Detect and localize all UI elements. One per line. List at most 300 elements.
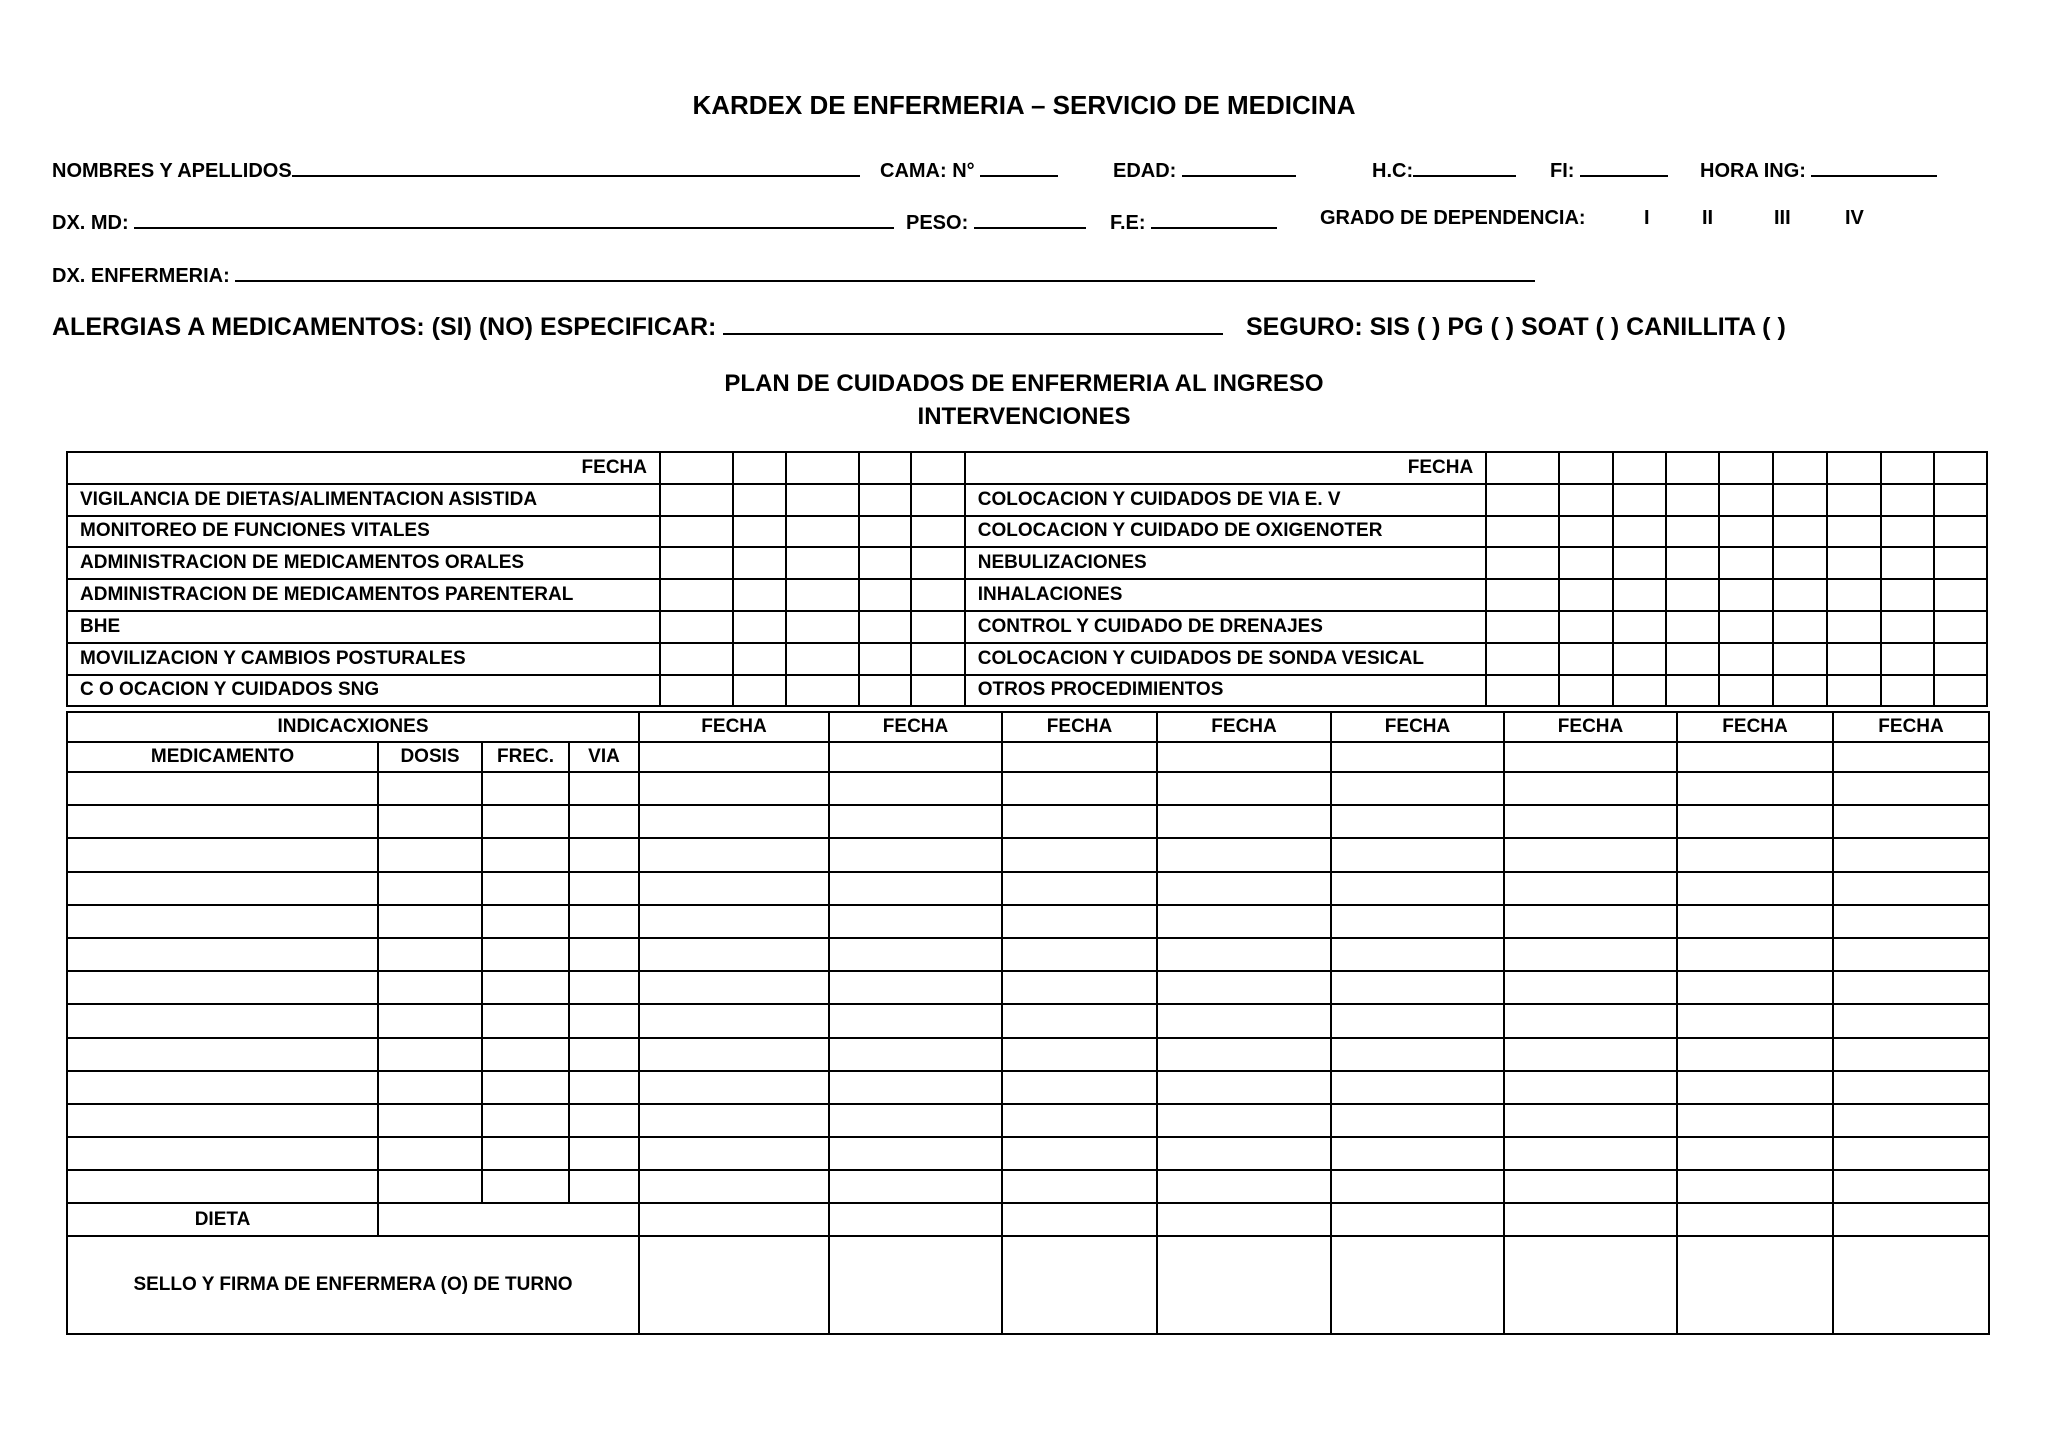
schedule-cell[interactable] xyxy=(1677,1104,1833,1137)
fecha-cell[interactable] xyxy=(1881,452,1934,484)
date-cell[interactable] xyxy=(1157,742,1331,772)
schedule-cell[interactable] xyxy=(1331,872,1504,905)
medication-cell[interactable] xyxy=(67,1170,378,1203)
fecha-cell[interactable] xyxy=(911,452,965,484)
check-cell[interactable] xyxy=(660,516,733,548)
check-cell[interactable] xyxy=(1881,643,1934,675)
schedule-cell[interactable] xyxy=(1002,838,1157,871)
dose-cell[interactable] xyxy=(378,838,482,871)
route-cell[interactable] xyxy=(569,805,639,838)
check-cell[interactable] xyxy=(911,579,965,611)
check-cell[interactable] xyxy=(1773,675,1827,707)
schedule-cell[interactable] xyxy=(1504,971,1677,1004)
check-cell[interactable] xyxy=(733,643,787,675)
schedule-cell[interactable] xyxy=(1002,1071,1157,1104)
check-cell[interactable] xyxy=(859,516,911,548)
schedule-cell[interactable] xyxy=(1002,1137,1157,1170)
frequency-cell[interactable] xyxy=(482,905,569,938)
check-cell[interactable] xyxy=(1613,675,1666,707)
diet-schedule-cell[interactable] xyxy=(639,1203,829,1236)
schedule-cell[interactable] xyxy=(1833,938,1989,971)
check-cell[interactable] xyxy=(1827,516,1881,548)
check-cell[interactable] xyxy=(1934,643,1987,675)
medication-cell[interactable] xyxy=(67,1038,378,1071)
signature-cell[interactable] xyxy=(1331,1236,1504,1334)
check-cell[interactable] xyxy=(1719,643,1773,675)
schedule-cell[interactable] xyxy=(829,1038,1002,1071)
check-cell[interactable] xyxy=(1773,484,1827,516)
check-cell[interactable] xyxy=(1613,611,1666,643)
schedule-cell[interactable] xyxy=(1331,1170,1504,1203)
frequency-cell[interactable] xyxy=(482,805,569,838)
schedule-cell[interactable] xyxy=(1331,1137,1504,1170)
check-cell[interactable] xyxy=(1486,675,1559,707)
check-cell[interactable] xyxy=(733,547,787,579)
schedule-cell[interactable] xyxy=(1833,805,1989,838)
check-cell[interactable] xyxy=(859,547,911,579)
medication-cell[interactable] xyxy=(67,1004,378,1037)
check-cell[interactable] xyxy=(786,484,859,516)
check-cell[interactable] xyxy=(1666,516,1720,548)
check-cell[interactable] xyxy=(1934,516,1987,548)
check-cell[interactable] xyxy=(1486,516,1559,548)
bed-number-field[interactable] xyxy=(880,155,1058,183)
schedule-cell[interactable] xyxy=(829,1104,1002,1137)
check-cell[interactable] xyxy=(660,484,733,516)
schedule-cell[interactable] xyxy=(1157,838,1331,871)
check-cell[interactable] xyxy=(1773,611,1827,643)
date-cell[interactable] xyxy=(1833,742,1989,772)
schedule-cell[interactable] xyxy=(1504,1170,1677,1203)
signature-cell[interactable] xyxy=(829,1236,1002,1334)
schedule-cell[interactable] xyxy=(1002,1038,1157,1071)
route-cell[interactable] xyxy=(569,1170,639,1203)
check-cell[interactable] xyxy=(1881,547,1934,579)
schedule-cell[interactable] xyxy=(1504,905,1677,938)
check-cell[interactable] xyxy=(859,643,911,675)
check-cell[interactable] xyxy=(1613,484,1666,516)
signature-cell[interactable] xyxy=(1833,1236,1989,1334)
schedule-cell[interactable] xyxy=(829,938,1002,971)
schedule-cell[interactable] xyxy=(1833,1104,1989,1137)
schedule-cell[interactable] xyxy=(1504,838,1677,871)
frequency-cell[interactable] xyxy=(482,838,569,871)
dependency-level-3[interactable]: III xyxy=(1774,207,1791,229)
schedule-cell[interactable] xyxy=(639,1071,829,1104)
check-cell[interactable] xyxy=(1666,675,1720,707)
schedule-cell[interactable] xyxy=(1002,938,1157,971)
schedule-cell[interactable] xyxy=(1331,971,1504,1004)
schedule-cell[interactable] xyxy=(1504,872,1677,905)
dose-cell[interactable] xyxy=(378,1071,482,1104)
schedule-cell[interactable] xyxy=(829,971,1002,1004)
schedule-cell[interactable] xyxy=(639,772,829,805)
check-cell[interactable] xyxy=(1934,484,1987,516)
check-cell[interactable] xyxy=(1559,516,1613,548)
check-cell[interactable] xyxy=(1719,611,1773,643)
dose-cell[interactable] xyxy=(378,938,482,971)
schedule-cell[interactable] xyxy=(639,938,829,971)
check-cell[interactable] xyxy=(1613,579,1666,611)
check-cell[interactable] xyxy=(1773,579,1827,611)
check-cell[interactable] xyxy=(660,675,733,707)
schedule-cell[interactable] xyxy=(1504,1104,1677,1137)
schedule-cell[interactable] xyxy=(1157,872,1331,905)
check-cell[interactable] xyxy=(786,579,859,611)
check-cell[interactable] xyxy=(1666,484,1720,516)
schedule-cell[interactable] xyxy=(1677,1004,1833,1037)
frequency-cell[interactable] xyxy=(482,971,569,1004)
fecha-cell[interactable] xyxy=(660,452,733,484)
schedule-cell[interactable] xyxy=(639,1004,829,1037)
check-cell[interactable] xyxy=(733,579,787,611)
schedule-cell[interactable] xyxy=(1833,971,1989,1004)
schedule-cell[interactable] xyxy=(639,1170,829,1203)
check-cell[interactable] xyxy=(1934,547,1987,579)
medication-cell[interactable] xyxy=(67,1137,378,1170)
dose-cell[interactable] xyxy=(378,872,482,905)
check-cell[interactable] xyxy=(786,643,859,675)
schedule-cell[interactable] xyxy=(639,905,829,938)
schedule-cell[interactable] xyxy=(829,772,1002,805)
diet-schedule-cell[interactable] xyxy=(1157,1203,1331,1236)
check-cell[interactable] xyxy=(1486,484,1559,516)
frequency-cell[interactable] xyxy=(482,772,569,805)
schedule-cell[interactable] xyxy=(1331,805,1504,838)
check-cell[interactable] xyxy=(1666,611,1720,643)
schedule-cell[interactable] xyxy=(1677,872,1833,905)
schedule-cell[interactable] xyxy=(829,905,1002,938)
signature-cell[interactable] xyxy=(1157,1236,1331,1334)
check-cell[interactable] xyxy=(660,611,733,643)
check-cell[interactable] xyxy=(1666,579,1720,611)
check-cell[interactable] xyxy=(911,547,965,579)
fecha-cell[interactable] xyxy=(1773,452,1827,484)
check-cell[interactable] xyxy=(1559,579,1613,611)
dose-cell[interactable] xyxy=(378,1004,482,1037)
schedule-cell[interactable] xyxy=(1677,1170,1833,1203)
schedule-cell[interactable] xyxy=(639,1104,829,1137)
check-cell[interactable] xyxy=(1719,579,1773,611)
medication-cell[interactable] xyxy=(67,872,378,905)
check-cell[interactable] xyxy=(859,484,911,516)
frequency-cell[interactable] xyxy=(482,1170,569,1203)
route-cell[interactable] xyxy=(569,1137,639,1170)
fi-field[interactable] xyxy=(1550,155,1668,183)
check-cell[interactable] xyxy=(1827,484,1881,516)
schedule-cell[interactable] xyxy=(639,805,829,838)
schedule-cell[interactable] xyxy=(639,1137,829,1170)
schedule-cell[interactable] xyxy=(1331,838,1504,871)
dependency-level-1[interactable]: I xyxy=(1644,207,1650,229)
check-cell[interactable] xyxy=(1719,675,1773,707)
check-cell[interactable] xyxy=(1486,579,1559,611)
check-cell[interactable] xyxy=(911,643,965,675)
fecha-cell[interactable] xyxy=(1827,452,1881,484)
schedule-cell[interactable] xyxy=(1002,805,1157,838)
check-cell[interactable] xyxy=(1934,579,1987,611)
schedule-cell[interactable] xyxy=(829,805,1002,838)
check-cell[interactable] xyxy=(733,516,787,548)
schedule-cell[interactable] xyxy=(1504,1038,1677,1071)
route-cell[interactable] xyxy=(569,1104,639,1137)
check-cell[interactable] xyxy=(859,611,911,643)
fe-field[interactable] xyxy=(1110,207,1277,235)
check-cell[interactable] xyxy=(1719,547,1773,579)
dose-cell[interactable] xyxy=(378,1170,482,1203)
schedule-cell[interactable] xyxy=(1002,971,1157,1004)
fecha-cell[interactable] xyxy=(1719,452,1773,484)
schedule-cell[interactable] xyxy=(1331,1071,1504,1104)
frequency-cell[interactable] xyxy=(482,1004,569,1037)
check-cell[interactable] xyxy=(1666,643,1720,675)
medication-cell[interactable] xyxy=(67,938,378,971)
schedule-cell[interactable] xyxy=(1331,772,1504,805)
schedule-cell[interactable] xyxy=(1677,1038,1833,1071)
check-cell[interactable] xyxy=(1827,547,1881,579)
check-cell[interactable] xyxy=(1486,643,1559,675)
fecha-cell[interactable] xyxy=(1613,452,1666,484)
route-cell[interactable] xyxy=(569,1004,639,1037)
schedule-cell[interactable] xyxy=(1677,838,1833,871)
check-cell[interactable] xyxy=(859,579,911,611)
date-cell[interactable] xyxy=(639,742,829,772)
hc-field[interactable] xyxy=(1372,155,1516,183)
schedule-cell[interactable] xyxy=(1157,1137,1331,1170)
medication-cell[interactable] xyxy=(67,905,378,938)
schedule-cell[interactable] xyxy=(1157,971,1331,1004)
check-cell[interactable] xyxy=(733,611,787,643)
schedule-cell[interactable] xyxy=(829,1137,1002,1170)
schedule-cell[interactable] xyxy=(1677,971,1833,1004)
schedule-cell[interactable] xyxy=(1677,1071,1833,1104)
check-cell[interactable] xyxy=(1773,547,1827,579)
schedule-cell[interactable] xyxy=(1157,1104,1331,1137)
route-cell[interactable] xyxy=(569,971,639,1004)
check-cell[interactable] xyxy=(911,516,965,548)
route-cell[interactable] xyxy=(569,1071,639,1104)
schedule-cell[interactable] xyxy=(829,1170,1002,1203)
check-cell[interactable] xyxy=(786,516,859,548)
schedule-cell[interactable] xyxy=(1833,1038,1989,1071)
check-cell[interactable] xyxy=(1934,675,1987,707)
check-cell[interactable] xyxy=(1719,484,1773,516)
check-cell[interactable] xyxy=(1881,611,1934,643)
schedule-cell[interactable] xyxy=(1504,805,1677,838)
route-cell[interactable] xyxy=(569,1038,639,1071)
diet-schedule-cell[interactable] xyxy=(1002,1203,1157,1236)
diet-schedule-cell[interactable] xyxy=(1504,1203,1677,1236)
schedule-cell[interactable] xyxy=(1677,1137,1833,1170)
schedule-cell[interactable] xyxy=(1157,1038,1331,1071)
schedule-cell[interactable] xyxy=(639,1038,829,1071)
check-cell[interactable] xyxy=(1773,516,1827,548)
schedule-cell[interactable] xyxy=(1833,1004,1989,1037)
dose-cell[interactable] xyxy=(378,805,482,838)
schedule-cell[interactable] xyxy=(1504,772,1677,805)
schedule-cell[interactable] xyxy=(1833,1071,1989,1104)
fecha-cell[interactable] xyxy=(733,452,787,484)
route-cell[interactable] xyxy=(569,872,639,905)
dose-cell[interactable] xyxy=(378,1038,482,1071)
schedule-cell[interactable] xyxy=(1002,1004,1157,1037)
check-cell[interactable] xyxy=(733,484,787,516)
check-cell[interactable] xyxy=(1559,675,1613,707)
schedule-cell[interactable] xyxy=(1833,772,1989,805)
check-cell[interactable] xyxy=(660,547,733,579)
schedule-cell[interactable] xyxy=(1331,938,1504,971)
schedule-cell[interactable] xyxy=(1833,1137,1989,1170)
check-cell[interactable] xyxy=(786,675,859,707)
check-cell[interactable] xyxy=(1881,579,1934,611)
signature-cell[interactable] xyxy=(1677,1236,1833,1334)
check-cell[interactable] xyxy=(911,611,965,643)
route-cell[interactable] xyxy=(569,838,639,871)
check-cell[interactable] xyxy=(1827,579,1881,611)
check-cell[interactable] xyxy=(1827,675,1881,707)
fecha-cell[interactable] xyxy=(786,452,859,484)
schedule-cell[interactable] xyxy=(1002,905,1157,938)
schedule-cell[interactable] xyxy=(1833,905,1989,938)
check-cell[interactable] xyxy=(1827,643,1881,675)
schedule-cell[interactable] xyxy=(1157,1004,1331,1037)
frequency-cell[interactable] xyxy=(482,872,569,905)
schedule-cell[interactable] xyxy=(1833,872,1989,905)
fecha-cell[interactable] xyxy=(1486,452,1559,484)
schedule-cell[interactable] xyxy=(1157,1170,1331,1203)
check-cell[interactable] xyxy=(1719,516,1773,548)
check-cell[interactable] xyxy=(1773,643,1827,675)
admission-time-field[interactable] xyxy=(1700,155,1937,183)
diet-schedule-cell[interactable] xyxy=(1677,1203,1833,1236)
schedule-cell[interactable] xyxy=(1677,938,1833,971)
schedule-cell[interactable] xyxy=(1504,938,1677,971)
check-cell[interactable] xyxy=(1559,611,1613,643)
check-cell[interactable] xyxy=(1934,611,1987,643)
schedule-cell[interactable] xyxy=(1677,772,1833,805)
check-cell[interactable] xyxy=(1613,643,1666,675)
diet-cell[interactable] xyxy=(378,1203,639,1236)
schedule-cell[interactable] xyxy=(1833,1170,1989,1203)
schedule-cell[interactable] xyxy=(1002,872,1157,905)
medication-cell[interactable] xyxy=(67,971,378,1004)
dose-cell[interactable] xyxy=(378,1137,482,1170)
schedule-cell[interactable] xyxy=(639,838,829,871)
schedule-cell[interactable] xyxy=(1157,905,1331,938)
check-cell[interactable] xyxy=(660,579,733,611)
dose-cell[interactable] xyxy=(378,905,482,938)
dependency-level-2[interactable]: II xyxy=(1702,207,1714,229)
schedule-cell[interactable] xyxy=(829,1004,1002,1037)
check-cell[interactable] xyxy=(1666,547,1720,579)
dose-cell[interactable] xyxy=(378,1104,482,1137)
dx-nursing-field[interactable] xyxy=(52,260,1535,288)
dose-cell[interactable] xyxy=(378,772,482,805)
schedule-cell[interactable] xyxy=(1504,1071,1677,1104)
frequency-cell[interactable] xyxy=(482,938,569,971)
schedule-cell[interactable] xyxy=(829,872,1002,905)
check-cell[interactable] xyxy=(1827,611,1881,643)
schedule-cell[interactable] xyxy=(1504,1137,1677,1170)
check-cell[interactable] xyxy=(786,611,859,643)
check-cell[interactable] xyxy=(911,484,965,516)
fecha-cell[interactable] xyxy=(859,452,911,484)
fecha-cell[interactable] xyxy=(1559,452,1613,484)
diet-schedule-cell[interactable] xyxy=(1833,1203,1989,1236)
check-cell[interactable] xyxy=(1881,516,1934,548)
dependency-level-4[interactable]: IV xyxy=(1845,207,1864,229)
check-cell[interactable] xyxy=(1486,547,1559,579)
schedule-cell[interactable] xyxy=(1157,772,1331,805)
signature-cell[interactable] xyxy=(639,1236,829,1334)
check-cell[interactable] xyxy=(1486,611,1559,643)
schedule-cell[interactable] xyxy=(1331,1038,1504,1071)
fecha-cell[interactable] xyxy=(1666,452,1720,484)
signature-cell[interactable] xyxy=(1002,1236,1157,1334)
check-cell[interactable] xyxy=(1559,643,1613,675)
schedule-cell[interactable] xyxy=(1157,1071,1331,1104)
check-cell[interactable] xyxy=(1881,675,1934,707)
date-cell[interactable] xyxy=(1002,742,1157,772)
medication-cell[interactable] xyxy=(67,805,378,838)
signature-cell[interactable] xyxy=(1504,1236,1677,1334)
frequency-cell[interactable] xyxy=(482,1038,569,1071)
medication-cell[interactable] xyxy=(67,1104,378,1137)
date-cell[interactable] xyxy=(829,742,1002,772)
schedule-cell[interactable] xyxy=(1002,1104,1157,1137)
age-field[interactable] xyxy=(1113,155,1296,183)
patient-name-field[interactable] xyxy=(52,155,860,183)
date-cell[interactable] xyxy=(1331,742,1504,772)
route-cell[interactable] xyxy=(569,772,639,805)
date-cell[interactable] xyxy=(1504,742,1677,772)
weight-field[interactable] xyxy=(906,207,1086,235)
schedule-cell[interactable] xyxy=(1331,905,1504,938)
schedule-cell[interactable] xyxy=(1157,805,1331,838)
medication-cell[interactable] xyxy=(67,838,378,871)
diet-schedule-cell[interactable] xyxy=(829,1203,1002,1236)
schedule-cell[interactable] xyxy=(829,1071,1002,1104)
frequency-cell[interactable] xyxy=(482,1137,569,1170)
check-cell[interactable] xyxy=(1559,484,1613,516)
allergies-field[interactable] xyxy=(52,313,1223,342)
schedule-cell[interactable] xyxy=(829,838,1002,871)
schedule-cell[interactable] xyxy=(1157,938,1331,971)
frequency-cell[interactable] xyxy=(482,1104,569,1137)
check-cell[interactable] xyxy=(733,675,787,707)
dose-cell[interactable] xyxy=(378,971,482,1004)
check-cell[interactable] xyxy=(1613,516,1666,548)
schedule-cell[interactable] xyxy=(1833,838,1989,871)
schedule-cell[interactable] xyxy=(1002,772,1157,805)
check-cell[interactable] xyxy=(1881,484,1934,516)
check-cell[interactable] xyxy=(1613,547,1666,579)
schedule-cell[interactable] xyxy=(1002,1170,1157,1203)
schedule-cell[interactable] xyxy=(1677,905,1833,938)
check-cell[interactable] xyxy=(786,547,859,579)
schedule-cell[interactable] xyxy=(639,971,829,1004)
insurance-options[interactable]: SEGURO: SIS ( ) PG ( ) SOAT ( ) CANILLITA ( ) xyxy=(1246,313,1786,341)
schedule-cell[interactable] xyxy=(1331,1004,1504,1037)
schedule-cell[interactable] xyxy=(639,872,829,905)
medication-cell[interactable] xyxy=(67,1071,378,1104)
check-cell[interactable] xyxy=(859,675,911,707)
schedule-cell[interactable] xyxy=(1504,1004,1677,1037)
route-cell[interactable] xyxy=(569,905,639,938)
check-cell[interactable] xyxy=(660,643,733,675)
fecha-cell[interactable] xyxy=(1934,452,1987,484)
diet-schedule-cell[interactable] xyxy=(1331,1203,1504,1236)
